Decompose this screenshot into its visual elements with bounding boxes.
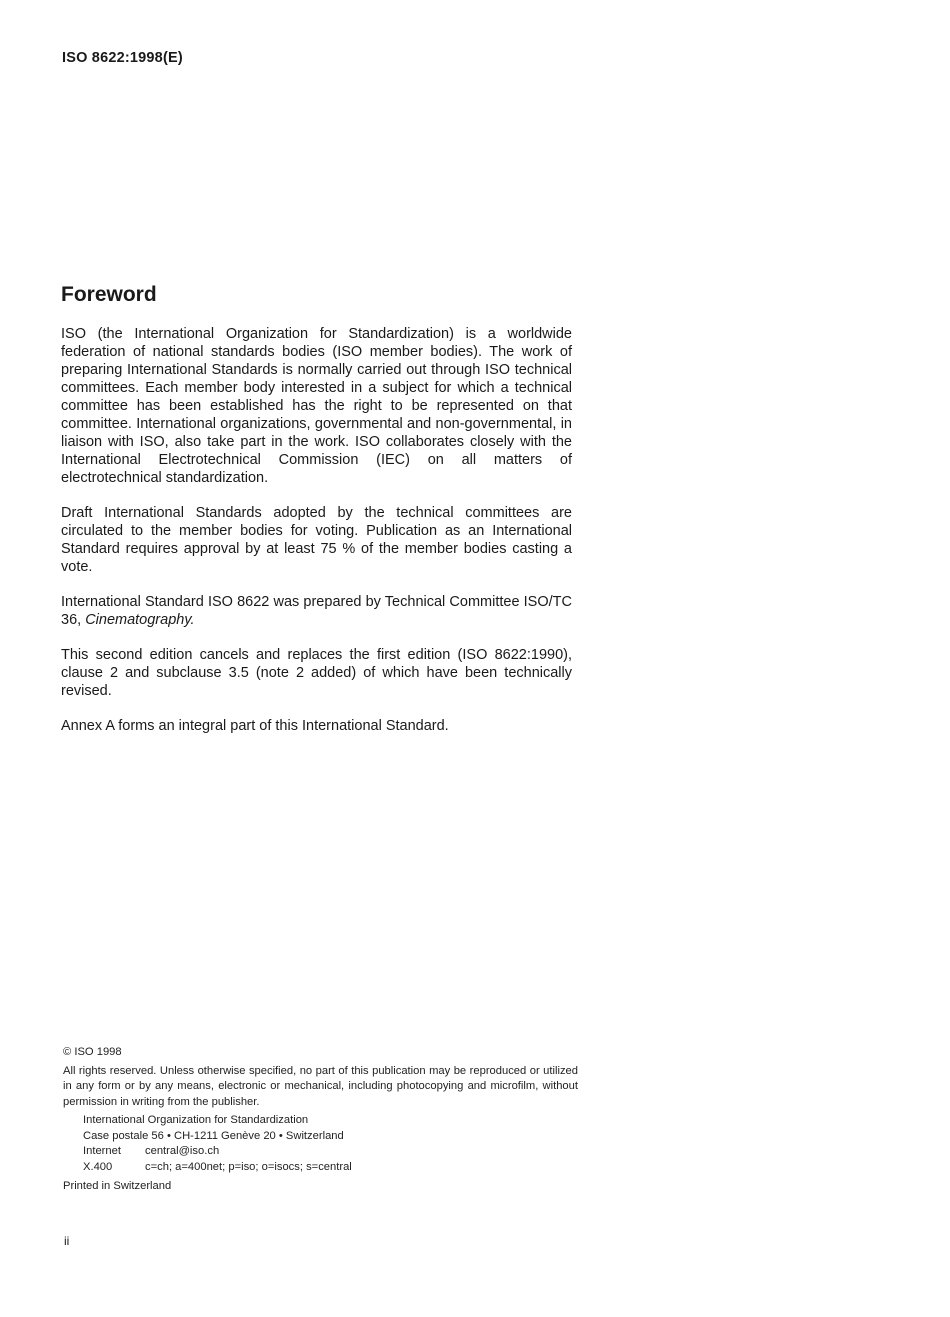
internet-label: Internet	[83, 1145, 121, 1157]
publisher-address	[83, 1113, 578, 1175]
x400-row	[83, 1160, 578, 1176]
section-title: Foreword	[61, 283, 157, 306]
postal-address: Case postale 56 • CH-1211 Genève 20 • Switzerland	[83, 1129, 344, 1142]
page-number: ii	[64, 1234, 70, 1248]
internet-row	[83, 1144, 578, 1160]
internet-value: central@iso.ch	[145, 1145, 220, 1157]
printed-in: Printed in Switzerland	[63, 1180, 172, 1192]
committee-title: Cinematography.	[85, 612, 195, 628]
x400-value: c=ch; a=400net; p=iso; o=isocs; s=central	[145, 1160, 352, 1173]
org-name: International Organization for Standardization	[83, 1114, 309, 1126]
foreword-body	[61, 325, 572, 752]
document-id: ISO 8622:1998(E)	[62, 50, 183, 66]
paragraph-3	[61, 593, 572, 629]
paragraph-5: Annex A forms an integral part of this International Standard.	[61, 718, 449, 734]
paragraph-2: Draft International Standards adopted by the technical committees are circulated to the member bodies for voting. Publication as an International Standard requires approval by at least 75 % of the member bodies casting a vote.	[61, 505, 572, 575]
paragraph-3-text: International Standard ISO 8622 was prepared by Technical Committee ISO/TC 36,	[61, 594, 572, 628]
x400-label: X.400	[83, 1160, 113, 1173]
paragraph-1: ISO (the International Organization for Standardization) is a worldwide federation of national standards bodies (ISO member bodies). The work of preparing International Standards is normally carried out through ISO technical committees. Each member body interested in a subject for which a technical committee has been established has the right to be represented on that committee. International organizations, governmental and non-governmental, in liaison with ISO, also take part in the work. ISO collaborates closely with the International Electrotechnical Commission (IEC) on all matters of electrotechnical standardization.	[61, 326, 572, 486]
copyright-block	[63, 1045, 578, 1195]
copyright-line: © ISO 1998	[63, 1046, 122, 1058]
rights-notice: All rights reserved. Unless otherwise specified, no part of this publication may be reproduced or utilized in any form or by any means, electronic or mechanical, including photocopying and microfilm, without permission in writing from the publisher.	[63, 1064, 578, 1108]
paragraph-4: This second edition cancels and replaces the first edition (ISO 8622:1990), clause 2 and subclause 3.5 (note 2 added) of which have been technically revised.	[61, 647, 572, 699]
